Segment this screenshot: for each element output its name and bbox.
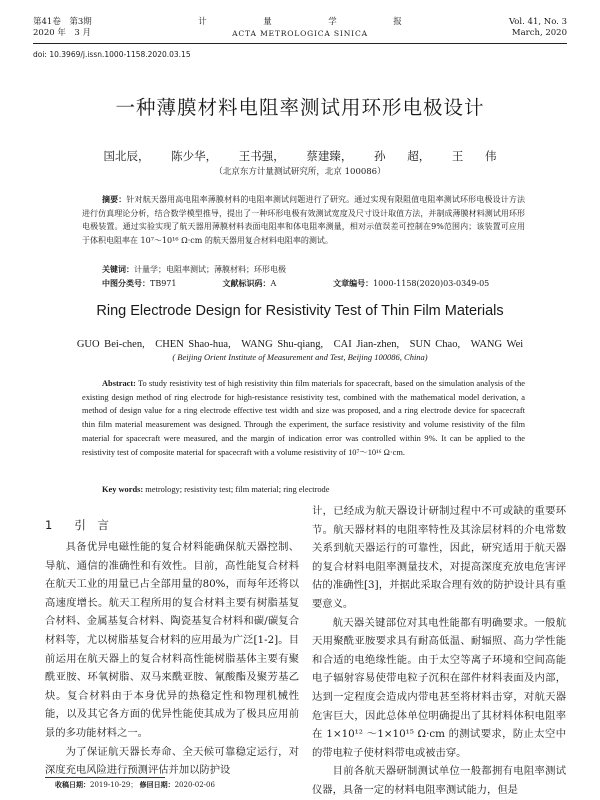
received-label: 收稿日期： xyxy=(55,780,90,789)
body-paragraph: 航天器关键部位对其电性能都有明确要求。一般航天用聚酰亚胺要求具有耐高低温、耐辐照、高力学性能和合适的电绝缘性能。由于太空等离子环境和空间高能电子辐射容易使带电粒子沉积在部件材料表面及内部，达到一定程度会造成内带电甚至将材料击穿，对航天器危害巨大，因此总体单位明确提出了其材料体积电阻率在 1×10¹² ～1×10¹⁵ Ω·cm 的测试要求，防止太空中的带电粒子使材料带电或被击穿。 xyxy=(312,616,566,759)
keywords-en xyxy=(82,484,525,496)
affiliation-cn: （北京东方计量测试研究所，北京 100086） xyxy=(214,167,386,177)
footnote-rule xyxy=(45,777,165,778)
volume-issue: 第41卷 第3期 xyxy=(33,17,92,27)
abstract-text-en: To study resistivity test of high resistivity thin film materials for spacecraft, based on the simulation analysis of the existing design method of ring electrode for high-resistance resistivity test, combined with the mathematical model derivation, a method of design value for a ring electrode effective test width and size was proposed, and a ring electrode device for spacecraft thin film material measurement was designed. Through the experiment, the surface resistivity and volume resistivity of the film material for spacecraft were measured, and the margin of indication error was controlled within 9%. It can be applied to the resistivity test of composite material for spacecraft with a volume resistivity of 10⁷～10¹⁶ Ω·cm. xyxy=(82,379,525,457)
authors-cn: 国北辰， 陈少华， 王书强， 蔡建臻， 孙 超， 王 伟 xyxy=(103,149,497,163)
article-no-label: 文章编号： xyxy=(333,279,374,288)
abstract-label-en: Abstract: xyxy=(102,379,136,388)
keywords-text-cn: 计量学；电阻率测试；薄膜材料；环形电极 xyxy=(134,265,286,274)
clc-label: 中图分类号： xyxy=(102,279,150,288)
doc-code-label: 文献标识码： xyxy=(222,279,271,288)
revised-value: 2020-02-06 xyxy=(174,781,215,789)
keywords-text-en: metrology; resistivity test; film material; ring electrode xyxy=(145,485,330,494)
section-heading-introduction xyxy=(45,502,299,538)
footnote-dates xyxy=(55,780,215,790)
paper-title-cn: 一种薄膜材料电阻率测试用环形电极设计 xyxy=(115,96,485,119)
keywords-label-en: Key words: xyxy=(102,485,144,494)
journal-name xyxy=(170,17,430,39)
keywords-cn xyxy=(82,264,525,276)
authors-en: GUO Bei-chen, CHEN Shao-hua, WANG Shu-qiang, CAI Jian-zhen, SUN Chao, WANG Wei xyxy=(76,339,524,350)
section-title: 引 言 xyxy=(74,518,109,532)
section-number: 1 xyxy=(45,518,53,532)
body-paragraph: 计，已经成为航天器设计研制过程中不可或缺的重要环节。航天器材料的电阻率特性及其涂层材料的介电常数关系到航天器运行的可靠性，因此，研究适用于航天器的复合材料电阻率测量技术，对提高深度充放电危害评估的准确性[3]，并据此采取合理有效的防护设计具有重要意义。 xyxy=(312,505,566,610)
body-paragraph: 为了保证航天器长寿命、全天候可靠稳定运行，对深度充电风险进行预测评估并加以防护设 xyxy=(45,745,299,777)
volume-issue-en: Vol. 41, No. 3 xyxy=(508,17,567,27)
body-paragraph: 目前各航天器研制测试单位一般都拥有电阻率测试仪器，具备一定的材料电阻率测试能力，但是 xyxy=(312,765,566,796)
doi[interactable]: doi: 10.3969/j.issn.1000-1158.2020.03.15 xyxy=(33,50,191,59)
journal-name-en: ACTA METROLOGICA SINICA xyxy=(232,29,368,38)
received-value: 2019-10-29； xyxy=(90,781,138,789)
journal-name-cn: 计 量 学 报 xyxy=(198,17,426,27)
body-column-right xyxy=(312,502,566,800)
classification-line xyxy=(102,278,489,290)
journal-volume-cn xyxy=(33,17,92,39)
affiliation-en: ( Beijing Orient Institute of Measurement and Test, Beijing 100086, China) xyxy=(172,352,428,362)
abstract-cn xyxy=(82,193,525,247)
abstract-text-cn: 针对航天器用高电阻率薄膜材料的电阻率测试问题进行了研究。通过实现有限阻值电阻率测试环形电极设计方法进行仿真理论分析，结合数学模型推导，提出了一种环形电极有效测试宽度及尺寸设计取值方法，并制成薄膜材料测试用环形电极装置。通过实验实现了航天器用薄膜材料表面电阻率和体电阻率测量，相对示值误差可控制在9%范围内；该装置可应用于体积电阻率在 10⁷～10¹⁶ Ω·cm 的航天器用复合材料电阻率的测试。 xyxy=(82,195,526,245)
body-paragraph: 具备优异电磁性能的复合材料能确保航天器控制、导航、通信的准确性和有效性。目前，高性能复合材料在航天工业的用量已占全部用量的80%，而每年还将以高速度增长。航天工程所用的复合材料主要有树脂基复合材料、金属基复合材料、陶瓷基复合材料和碳/碳复合材料等，尤以树脂基复合材料的应用最为广泛[1-2]。目前运用在航天器上的复合材料高性能树脂基体主要有聚酰亚胺、环氧树脂、双马来酰亚胺、氰酸酯及聚芳基乙炔。复合材料由于本身优异的热稳定性和物理机械性能，以及其它各方面的优异性能使其成为了极具应用前景的多功能材料之一。 xyxy=(45,541,299,739)
abstract-label-cn: 摘要： xyxy=(102,195,127,204)
issue-date: 2020 年 3 月 xyxy=(33,28,91,38)
issue-date-en: March, 2020 xyxy=(511,28,567,38)
paper-title-en: Ring Electrode Design for Resistivity Test of Thin Film Materials xyxy=(96,303,504,319)
clc-value: TB971 xyxy=(150,279,177,288)
body-column-left xyxy=(45,502,299,780)
abstract-en xyxy=(82,377,525,459)
revised-label: 修回日期： xyxy=(139,780,175,789)
article-no-value: 1000-1158(2020)03-0349-05 xyxy=(373,279,490,288)
keywords-label-cn: 关键词： xyxy=(102,265,134,274)
header-rule xyxy=(33,43,567,44)
doc-code-value: A xyxy=(270,279,277,288)
journal-volume-en xyxy=(509,17,567,39)
